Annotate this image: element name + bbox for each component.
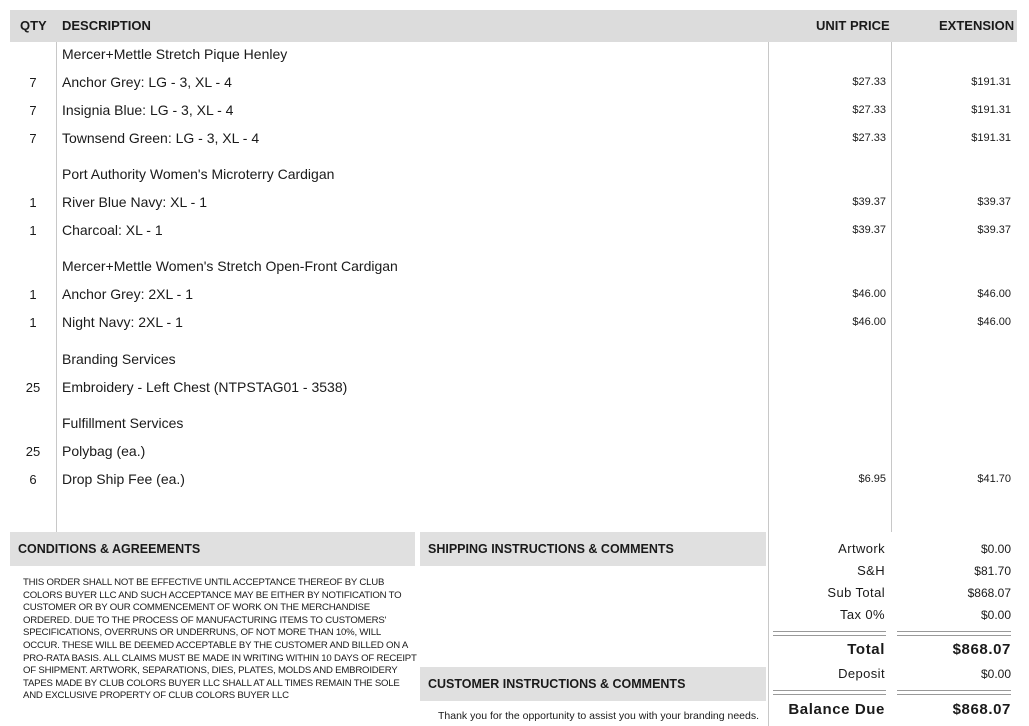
line-unit-price: $46.00 xyxy=(852,316,886,328)
conditions-header xyxy=(10,532,415,566)
line-description: Embroidery - Left Chest (NTPSTAG01 - 3538) xyxy=(62,379,348,395)
line-extension: $41.70 xyxy=(977,473,1011,485)
subtotal-label: Sub Total xyxy=(827,585,885,600)
table-row xyxy=(0,313,1029,333)
line-extension: $46.00 xyxy=(977,316,1011,328)
table-row xyxy=(0,165,1029,185)
line-unit-price: $27.33 xyxy=(852,104,886,116)
line-description: Townsend Green: LG - 3, XL - 4 xyxy=(62,130,260,146)
line-description: Anchor Grey: LG - 3, XL - 4 xyxy=(62,74,232,90)
balance-rule xyxy=(773,690,886,695)
total-rule xyxy=(773,631,886,636)
shipping-title: SHIPPING INSTRUCTIONS & COMMENTS xyxy=(428,542,674,556)
line-qty: 1 xyxy=(29,195,37,210)
table-row xyxy=(0,470,1029,490)
line-description: River Blue Navy: XL - 1 xyxy=(62,194,207,210)
line-qty: 25 xyxy=(25,444,41,459)
line-qty: 1 xyxy=(29,315,37,330)
line-unit-price: $39.37 xyxy=(852,196,886,208)
table-row xyxy=(0,257,1029,277)
total-rule xyxy=(897,631,1011,636)
line-qty: 1 xyxy=(29,223,37,238)
line-description: Anchor Grey: 2XL - 1 xyxy=(62,286,193,302)
table-header xyxy=(10,10,1017,42)
customer-header xyxy=(420,667,766,701)
table-row xyxy=(0,414,1029,434)
subtotal-value: $868.07 xyxy=(967,586,1011,600)
line-qty: 25 xyxy=(25,380,41,395)
line-unit-price: $27.33 xyxy=(852,132,886,144)
line-qty: 7 xyxy=(29,75,37,90)
artwork-value: $0.00 xyxy=(980,542,1011,556)
line-extension: $191.31 xyxy=(971,104,1011,116)
description-header: DESCRIPTION xyxy=(62,18,151,33)
line-qty: 6 xyxy=(29,472,37,487)
table-row xyxy=(0,101,1029,121)
table-row xyxy=(0,45,1029,65)
shipping-header xyxy=(420,532,766,566)
line-description: Insignia Blue: LG - 3, XL - 4 xyxy=(62,102,234,118)
sh-value: $81.70 xyxy=(974,564,1011,578)
balance-value: $868.07 xyxy=(952,701,1011,718)
total-value: $868.07 xyxy=(952,641,1011,658)
line-qty: 7 xyxy=(29,103,37,118)
table-row xyxy=(0,378,1029,398)
line-unit-price: $46.00 xyxy=(852,288,886,300)
customer-text: Thank you for the opportunity to assist you with your branding needs. xyxy=(438,710,760,722)
line-unit-price: $39.37 xyxy=(852,224,886,236)
line-description: Mercer+Mettle Stretch Pique Henley xyxy=(62,46,288,62)
artwork-label: Artwork xyxy=(838,541,885,556)
total-label: Total xyxy=(847,641,885,658)
sh-label: S&H xyxy=(857,563,885,578)
unit-price-header: UNIT PRICE xyxy=(816,18,890,33)
table-row xyxy=(0,442,1029,462)
customer-title: CUSTOMER INSTRUCTIONS & COMMENTS xyxy=(428,677,686,691)
tax-label: Tax 0% xyxy=(839,607,885,622)
line-extension: $46.00 xyxy=(977,288,1011,300)
line-description: Fulfillment Services xyxy=(62,415,184,431)
line-description: Branding Services xyxy=(62,351,176,367)
conditions-text: THIS ORDER SHALL NOT BE EFFECTIVE UNTIL ACCEPTANCE THEREOF BY CLUB COLORS BUYER LLC AND SUCH ACCEPTANCE MAY BE EITHER BY NOTIFICATION TO CUSTOMER OR BY OUR COMMENCEMENT OF WORK ON THE MERCHANDISE ORDERED. DUE TO THE PROCESS OF MANUFACTURING ITEMS TO CUSTOMERS' SPECIFICATIONS, OVERRUNS OR UNDERRUNS, OF NOT MORE THAN 10%, WILL OCCUR. THESE WILL BE DEEMED ACCEPTABLE BY THE CUSTOMER AND BILLED ON A PRO-RATA BASIS. ALL CLAIMS MUST BE MADE IN WRITING WITHIN 10 DAYS OF RECEIPT OF SHIPMENT. ARTWORK, SEPARATIONS, DIES, PLATES, MOLDS AND EMBROIDERY TAPES MADE BY CLUB COLORS BUYER LLC SHALL AT ALL TIMES REMAIN THE SOLE AND EXCLUSIVE PROPERTY OF CLUB COLORS BUYER LLC xyxy=(23,577,417,702)
line-unit-price: $27.33 xyxy=(852,76,886,88)
line-description: Charcoal: XL - 1 xyxy=(62,222,163,238)
table-row xyxy=(0,73,1029,93)
table-row xyxy=(0,350,1029,370)
line-description: Drop Ship Fee (ea.) xyxy=(62,471,185,487)
table-row xyxy=(0,285,1029,305)
tax-value: $0.00 xyxy=(980,608,1011,622)
line-description: Port Authority Women's Microterry Cardigan xyxy=(62,166,335,182)
line-extension: $39.37 xyxy=(977,224,1011,236)
balance-label: Balance Due xyxy=(788,701,885,718)
balance-rule xyxy=(897,690,1011,695)
table-row xyxy=(0,193,1029,213)
line-description: Night Navy: 2XL - 1 xyxy=(62,314,183,330)
extension-header: EXTENSION xyxy=(939,18,1015,33)
qty-header: QTY xyxy=(20,18,47,33)
line-qty: 1 xyxy=(29,287,37,302)
deposit-label: Deposit xyxy=(838,666,885,681)
line-unit-price: $6.95 xyxy=(858,473,886,485)
table-row xyxy=(0,129,1029,149)
line-extension: $191.31 xyxy=(971,132,1011,144)
line-description: Mercer+Mettle Women's Stretch Open-Front Cardigan xyxy=(62,258,398,274)
line-extension: $191.31 xyxy=(971,76,1011,88)
line-description: Polybag (ea.) xyxy=(62,443,146,459)
line-qty: 7 xyxy=(29,131,37,146)
table-row xyxy=(0,221,1029,241)
line-extension: $39.37 xyxy=(977,196,1011,208)
totals-divider xyxy=(768,532,769,726)
deposit-value: $0.00 xyxy=(980,667,1011,681)
conditions-title: CONDITIONS & AGREEMENTS xyxy=(18,542,201,556)
